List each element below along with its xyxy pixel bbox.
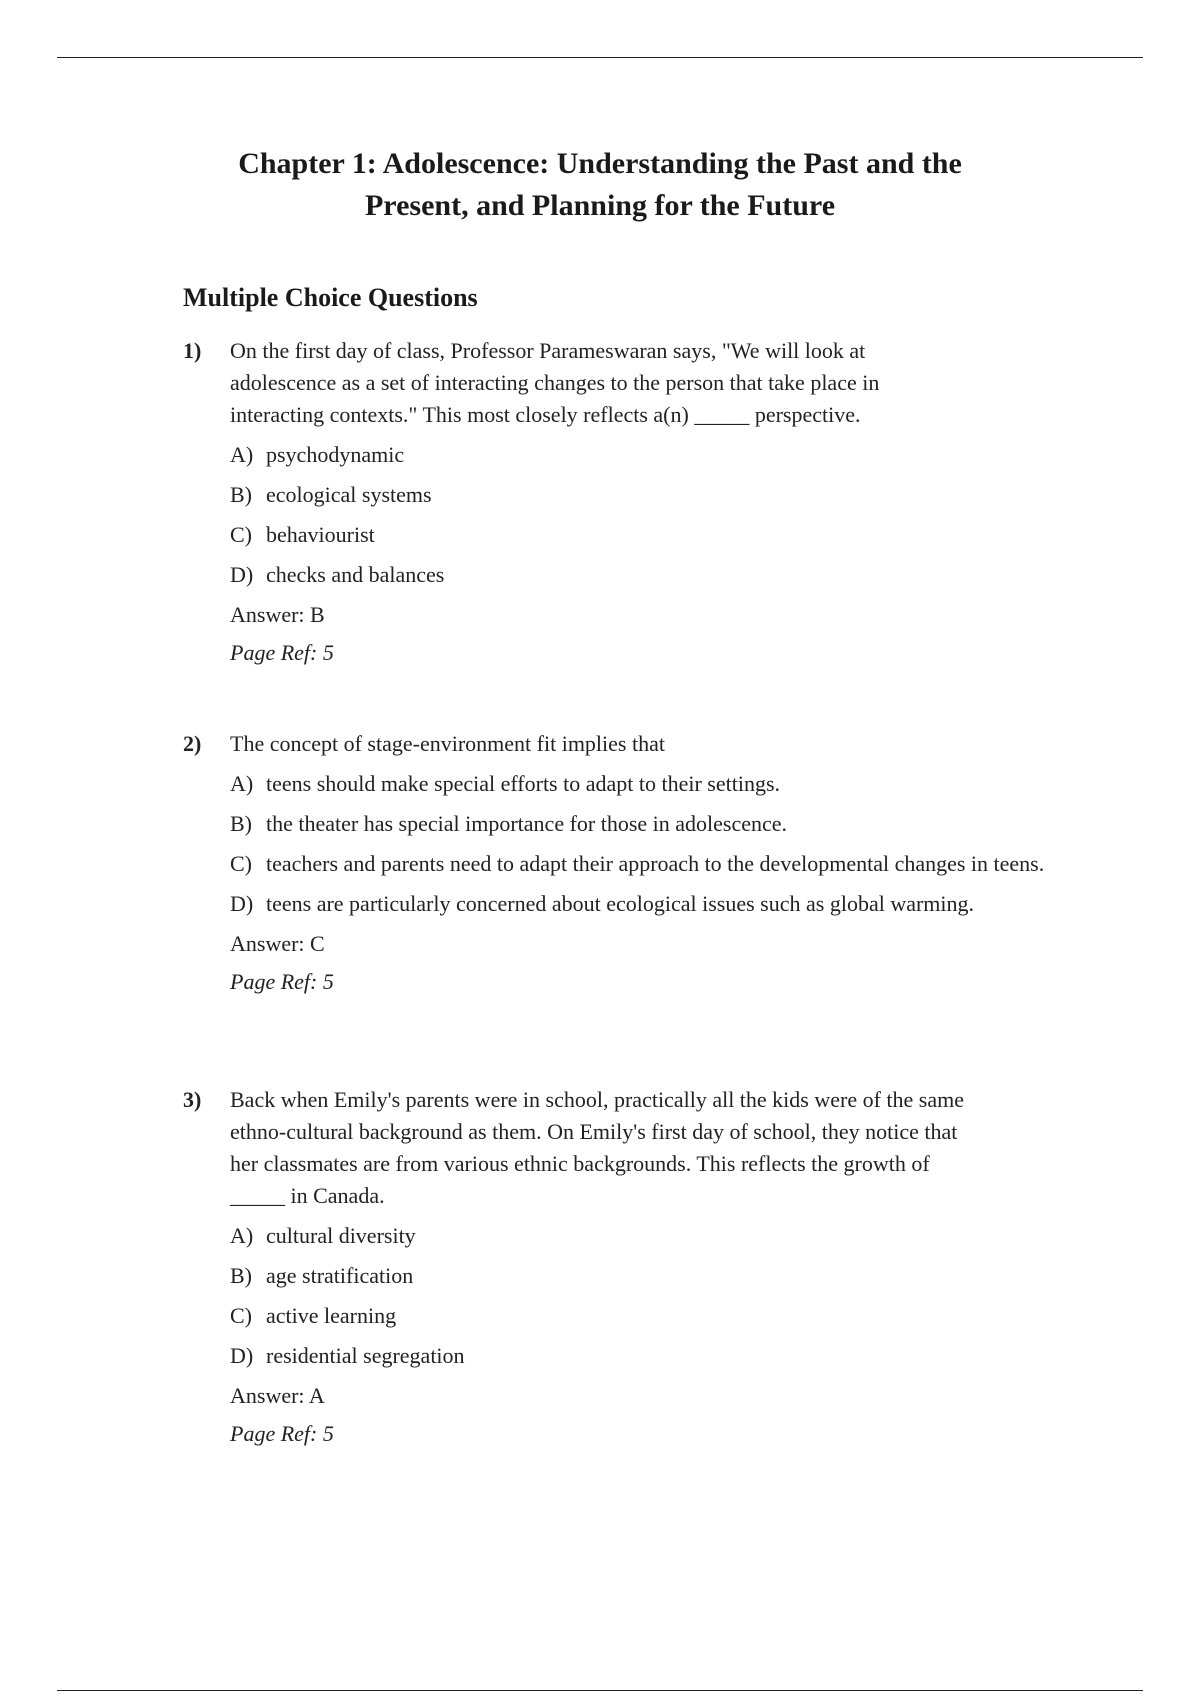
option-text: the theater has special importance for those in adolescence.: [266, 811, 788, 836]
option-letter: D): [230, 891, 254, 916]
option-letter: B): [230, 811, 252, 836]
option-text: teens are particularly concerned about ecological issues such as global warming.: [266, 891, 975, 916]
chapter-title: [150, 143, 1050, 227]
option-text: age stratification: [266, 1263, 414, 1288]
option-text: residential segregation: [266, 1343, 465, 1368]
option-text: checks and balances: [266, 562, 445, 587]
bottom-rule: [57, 1690, 1143, 1691]
option-letter: B): [230, 482, 252, 507]
question-stem: [230, 728, 1063, 760]
option-a: [230, 1220, 1063, 1252]
option-letter: D): [230, 562, 254, 587]
option-letter: A): [230, 1223, 254, 1248]
option-b: [230, 808, 1063, 840]
option-letter: C): [230, 1303, 252, 1328]
option-c: [230, 1300, 1063, 1332]
question-stem-line: interacting contexts." This most closely reflects a(n) _____ perspective.: [230, 402, 861, 427]
page-reference: Page Ref: 5: [230, 640, 334, 665]
chapter-title-line-1: Chapter 1: Adolescence: Understanding the Past and the: [238, 147, 962, 180]
option-a: [230, 768, 1063, 800]
option-a: [230, 439, 1063, 471]
question-stem-line: ethno-cultural background as them. On Emily's first day of school, they notice that: [230, 1119, 958, 1144]
question-2: [183, 728, 1063, 998]
option-text: cultural diversity: [266, 1223, 416, 1248]
top-rule: [57, 57, 1143, 58]
option-text: behaviourist: [266, 522, 375, 547]
answer-line: Answer: C: [230, 931, 325, 956]
question-stem: [230, 1084, 1063, 1212]
chapter-title-line-2: Present, and Planning for the Future: [364, 189, 836, 222]
option-text: psychodynamic: [266, 442, 405, 467]
option-d: [230, 1340, 1063, 1372]
section-heading: Multiple Choice Questions: [183, 283, 478, 312]
question-stem-line: adolescence as a set of interacting changes to the person that take place in: [230, 370, 880, 395]
question-number: 3): [183, 1087, 202, 1112]
option-text: ecological systems: [266, 482, 432, 507]
option-c: [230, 848, 1063, 880]
answer-line: Answer: B: [230, 602, 325, 627]
question-stem-line: The concept of stage-environment fit implies that: [230, 731, 665, 756]
answer-line: Answer: A: [230, 1383, 325, 1408]
question-1: [183, 335, 1063, 669]
option-letter: D): [230, 1343, 254, 1368]
option-letter: C): [230, 851, 252, 876]
question-number: 1): [183, 338, 202, 363]
question-stem: [230, 335, 1063, 431]
question-3: [183, 1084, 1063, 1450]
page-reference: Page Ref: 5: [230, 969, 334, 994]
option-letter: A): [230, 771, 254, 796]
page-reference: Page Ref: 5: [230, 1421, 334, 1446]
option-d: [230, 559, 1063, 591]
option-c: [230, 519, 1063, 551]
question-stem-line: Back when Emily's parents were in school, practically all the kids were of the same: [230, 1087, 965, 1112]
option-b: [230, 1260, 1063, 1292]
option-d: [230, 888, 1063, 920]
option-b: [230, 479, 1063, 511]
option-text: teens should make special efforts to adapt to their settings.: [266, 771, 781, 796]
option-letter: A): [230, 442, 254, 467]
question-number: 2): [183, 731, 202, 756]
question-stem-line: On the first day of class, Professor Parameswaran says, "We will look at: [230, 338, 866, 363]
question-stem-line: her classmates are from various ethnic backgrounds. This reflects the growth of: [230, 1151, 930, 1176]
option-letter: B): [230, 1263, 252, 1288]
option-letter: C): [230, 522, 252, 547]
option-text: active learning: [266, 1303, 397, 1328]
question-stem-line: _____ in Canada.: [230, 1183, 385, 1208]
option-text: teachers and parents need to adapt their approach to the developmental changes in teens.: [266, 851, 1045, 876]
